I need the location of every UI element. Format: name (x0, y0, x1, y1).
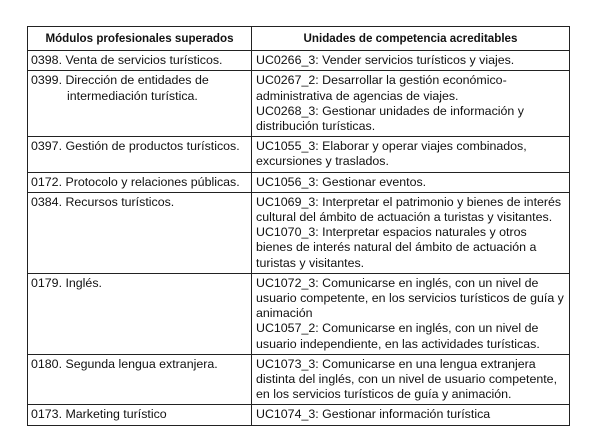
modulo-cell (28, 71, 252, 137)
unidades-cell (252, 273, 570, 354)
unidad-text: UC1074_3: Gestionar información turística (256, 407, 491, 422)
table-row (28, 71, 570, 137)
unidad-text: UC0268_3: Gestionar unidades de información y distribución turísticas. (256, 103, 524, 134)
table-header-row (28, 27, 570, 51)
unidades-cell (252, 51, 570, 71)
modulo-text: 0173. Marketing turístico (31, 407, 167, 422)
table-row (28, 51, 570, 71)
unidad-text: UC1070_3: Interpretar espacios naturales y otros bienes de interés natural del ámbito de actuación a turistas y visitantes. (256, 225, 537, 270)
modulo-cell (28, 137, 252, 172)
table-row (28, 354, 570, 405)
unidad-text: UC1069_3: Interpretar el patrimonio y bienes de interés cultural del ámbito de actuación a turistas y visitantes. (256, 194, 562, 225)
modulo-cell (28, 172, 252, 192)
modulo-cell (28, 273, 252, 354)
unidad-text: UC1056_3: Gestionar eventos. (256, 174, 427, 189)
modulo-text: 0180. Segunda lengua extranjera. (31, 356, 218, 371)
unidades-cell (252, 71, 570, 137)
modulo-text: 0384. Recursos turísticos. (31, 194, 175, 209)
modulo-text: 0397. Gestión de productos turísticos. (31, 139, 240, 154)
unidad-text: UC1057_2: Comunicarse en inglés, con un nivel de usuario independiente, en las actividades turísticas. (256, 321, 540, 351)
modulo-text: 0399. Dirección de entidades de intermediación turística. (31, 73, 209, 103)
unidad-text: UC1073_3: Comunicarse en una lengua extranjera distinta del inglés, con un nivel de usuario competente, en los servicios turísticos de guía y animación. (256, 356, 558, 402)
table-row (28, 273, 570, 354)
table-row (28, 405, 570, 425)
modulo-cell (28, 405, 252, 425)
modulo-cell (28, 192, 252, 273)
unidad-text: UC0266_3: Vender servicios turísticos y viajes. (256, 53, 515, 68)
unidades-cell (252, 137, 570, 172)
competency-table (27, 26, 570, 426)
modulo-text: 0179. Inglés. (31, 275, 102, 290)
modulo-text: 0172. Protocolo y relaciones públicas. (31, 174, 240, 189)
modulo-text: 0398. Venta de servicios turísticos. (31, 53, 223, 68)
header-modulos: Módulos profesionales superados (28, 27, 252, 51)
unidad-text: UC0267_2: Desarrollar la gestión económico-administrativa de agencias de viajes. (256, 73, 507, 103)
table-row (28, 192, 570, 273)
header-unidades: Unidades de competencia acreditables (252, 27, 570, 51)
table-row (28, 137, 570, 172)
unidad-text: UC1055_3: Elaborar y operar viajes combinados, excursiones y traslados. (256, 139, 527, 169)
unidades-cell (252, 172, 570, 192)
unidad-text: UC1072_3: Comunicarse en inglés, con un nivel de usuario competente, en los servicios turísticos de guía y animación (256, 275, 564, 321)
unidades-cell (252, 354, 570, 405)
unidades-cell (252, 405, 570, 425)
modulo-cell (28, 51, 252, 71)
unidades-cell (252, 192, 570, 273)
modulo-cell (28, 354, 252, 405)
table-row (28, 172, 570, 192)
